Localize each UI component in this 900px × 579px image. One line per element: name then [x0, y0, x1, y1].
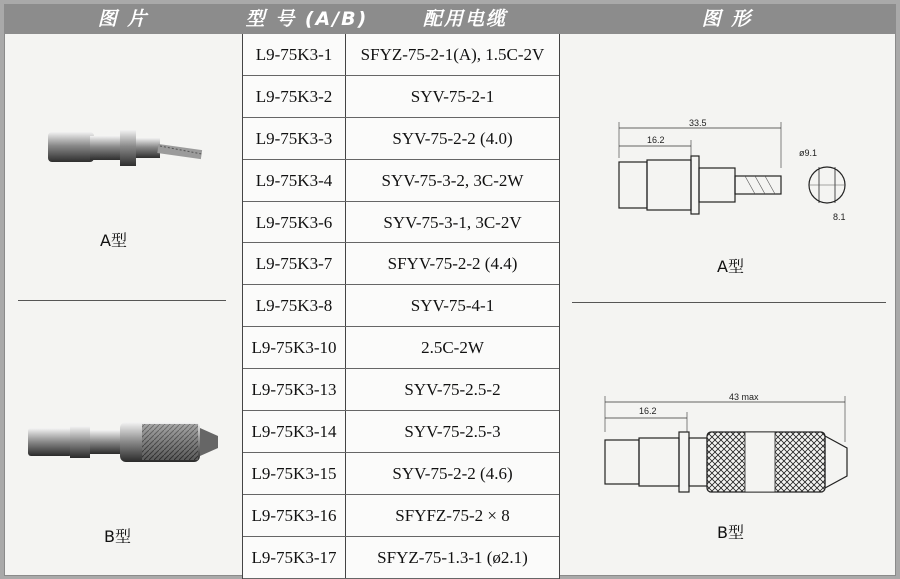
cable-cell: SYV-75-2.5-3 [404, 422, 501, 442]
table-row [243, 495, 559, 537]
table-row [243, 453, 559, 495]
cable-cell: SYV-75-2-2 (4.6) [392, 463, 513, 483]
cable-cell: 2.5C-2W [421, 338, 484, 358]
model-cell: L9-75K3-1 [243, 34, 346, 75]
connector-b-photo [24, 410, 224, 480]
drawing-a-caption: A型 [717, 257, 744, 276]
model-cell: L9-75K3-2 [243, 76, 346, 117]
model-cell: L9-75K3-8 [243, 285, 346, 326]
dim-a-total: 33.5 [689, 118, 707, 128]
model-cell: L9-75K3-6 [243, 202, 346, 243]
table-header [4, 4, 896, 34]
table-row [243, 285, 559, 327]
table-row [243, 118, 559, 160]
table-row [243, 202, 559, 244]
cable-cell: SYV-75-2-2 (4.0) [392, 128, 513, 148]
table-row [243, 243, 559, 285]
right-divider [572, 302, 886, 303]
header-drawing: 图 形 [701, 8, 753, 30]
model-cell: L9-75K3-17 [243, 537, 346, 578]
cable-cell: SFYFZ-75-2 × 8 [395, 505, 510, 525]
cable-cell: SYV-75-3-1, 3C-2V [383, 212, 522, 232]
model-cell: L9-75K3-15 [243, 453, 346, 494]
connector-a-photo [40, 118, 210, 188]
photo-a-caption: A型 [100, 231, 127, 250]
table-row [243, 537, 559, 579]
header-photo: 图 片 [97, 8, 149, 30]
table-row [243, 76, 559, 118]
table-row [243, 34, 559, 76]
model-cable-table [242, 34, 560, 579]
table-row [243, 327, 559, 369]
model-cell: L9-75K3-4 [243, 160, 346, 201]
cable-cell: SFYZ-75-2-1(A), 1.5C-2V [360, 45, 545, 64]
dim-a-dia: ø9.1 [799, 148, 818, 158]
cable-cell: SFYZ-75-1.3-1 (ø2.1) [377, 547, 528, 567]
cable-cell: SYV-75-4-1 [410, 296, 495, 316]
connector-b-drawing [595, 392, 865, 502]
photo-b-caption: B型 [104, 527, 131, 546]
model-cell: L9-75K3-14 [243, 411, 346, 452]
cable-cell: SYV-75-2-1 [410, 86, 495, 106]
table-row [243, 411, 559, 453]
cable-cell: SYV-75-3-2, 3C-2W [381, 170, 524, 190]
left-divider [18, 300, 226, 301]
dim-b-front: 16.2 [639, 406, 657, 416]
model-cell: L9-75K3-16 [243, 495, 346, 536]
model-cell: L9-75K3-7 [243, 243, 346, 284]
model-cell: L9-75K3-10 [243, 327, 346, 368]
drawing-b-caption: B型 [717, 523, 744, 542]
dim-b-total: 43 max [729, 392, 759, 402]
connector-a-drawing [605, 118, 865, 230]
dim-a-flat: 8.1 [833, 212, 846, 222]
model-cell: L9-75K3-3 [243, 118, 346, 159]
table-row [243, 160, 559, 202]
model-cell: L9-75K3-13 [243, 369, 346, 410]
header-model: 型 号 (A/B) [245, 8, 369, 30]
dim-a-front: 16.2 [647, 135, 665, 145]
cable-cell: SFYV-75-2-2 (4.4) [387, 254, 518, 274]
table-row [243, 369, 559, 411]
header-cable: 配用电缆 [422, 8, 507, 30]
cable-cell: SYV-75-2.5-2 [404, 380, 501, 400]
